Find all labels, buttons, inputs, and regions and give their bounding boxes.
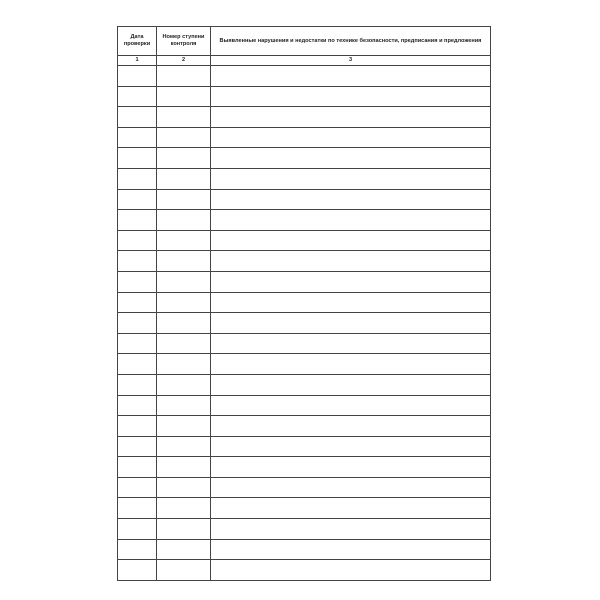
date-cell — [118, 519, 157, 540]
table-row — [118, 498, 491, 519]
control-level-cell — [157, 560, 211, 581]
control-level-cell — [157, 395, 211, 416]
control-level-cell — [157, 416, 211, 437]
date-cell — [118, 416, 157, 437]
control-level-cell — [157, 189, 211, 210]
control-level-cell — [157, 127, 211, 148]
date-cell — [118, 107, 157, 128]
column-number-2: 2 — [157, 56, 211, 66]
violations-cell — [211, 66, 491, 87]
header-row — [118, 27, 491, 56]
control-level-cell — [157, 313, 211, 334]
violations-cell — [211, 395, 491, 416]
column-header-control-level: Номер ступени контроля — [157, 27, 211, 56]
violations-cell — [211, 374, 491, 395]
date-cell — [118, 66, 157, 87]
control-level-cell — [157, 519, 211, 540]
table-row — [118, 560, 491, 581]
date-cell — [118, 457, 157, 478]
violations-cell — [211, 313, 491, 334]
violations-cell — [211, 519, 491, 540]
column-number-1: 1 — [118, 56, 157, 66]
table-row — [118, 313, 491, 334]
violations-cell — [211, 168, 491, 189]
table-row — [118, 416, 491, 437]
violations-cell — [211, 271, 491, 292]
violations-cell — [211, 416, 491, 437]
table-row — [118, 395, 491, 416]
table-row — [118, 66, 491, 87]
table-row — [118, 457, 491, 478]
violations-cell — [211, 86, 491, 107]
control-level-cell — [157, 251, 211, 272]
date-cell — [118, 354, 157, 375]
control-level-cell — [157, 230, 211, 251]
date-cell — [118, 333, 157, 354]
date-cell — [118, 313, 157, 334]
violations-cell — [211, 189, 491, 210]
table-row — [118, 519, 491, 540]
control-level-cell — [157, 271, 211, 292]
violations-cell — [211, 498, 491, 519]
violations-cell — [211, 251, 491, 272]
violations-cell — [211, 292, 491, 313]
date-cell — [118, 230, 157, 251]
column-header-date: Дата проверки — [118, 27, 157, 56]
date-cell — [118, 436, 157, 457]
control-level-cell — [157, 292, 211, 313]
violations-cell — [211, 127, 491, 148]
violations-cell — [211, 210, 491, 231]
violations-cell — [211, 436, 491, 457]
table-row — [118, 189, 491, 210]
table-row — [118, 354, 491, 375]
violations-cell — [211, 148, 491, 169]
violations-cell — [211, 333, 491, 354]
date-cell — [118, 189, 157, 210]
table-row — [118, 436, 491, 457]
table-row — [118, 168, 491, 189]
table-row — [118, 477, 491, 498]
date-cell — [118, 477, 157, 498]
column-header-violations: Выявленные нарушения и недостатки по технике безопасности, предписания и предложения — [211, 27, 491, 56]
table-row — [118, 539, 491, 560]
date-cell — [118, 374, 157, 395]
date-cell — [118, 168, 157, 189]
control-level-cell — [157, 436, 211, 457]
violations-cell — [211, 354, 491, 375]
control-level-cell — [157, 498, 211, 519]
violations-cell — [211, 457, 491, 478]
violations-cell — [211, 230, 491, 251]
date-cell — [118, 560, 157, 581]
table-row — [118, 271, 491, 292]
table-row — [118, 210, 491, 231]
date-cell — [118, 251, 157, 272]
date-cell — [118, 148, 157, 169]
control-level-cell — [157, 168, 211, 189]
control-level-cell — [157, 333, 211, 354]
control-level-cell — [157, 210, 211, 231]
date-cell — [118, 271, 157, 292]
table-row — [118, 292, 491, 313]
date-cell — [118, 498, 157, 519]
date-cell — [118, 86, 157, 107]
table-row — [118, 127, 491, 148]
column-number-3: 3 — [211, 56, 491, 66]
control-level-cell — [157, 107, 211, 128]
log-body — [118, 66, 491, 581]
column-number-row — [118, 56, 491, 66]
control-level-cell — [157, 86, 211, 107]
date-cell — [118, 210, 157, 231]
table-row — [118, 333, 491, 354]
date-cell — [118, 292, 157, 313]
control-level-cell — [157, 457, 211, 478]
control-level-cell — [157, 374, 211, 395]
violations-cell — [211, 477, 491, 498]
control-level-cell — [157, 66, 211, 87]
inspection-log-table — [117, 26, 491, 581]
table-row — [118, 148, 491, 169]
date-cell — [118, 127, 157, 148]
date-cell — [118, 395, 157, 416]
control-level-cell — [157, 539, 211, 560]
violations-cell — [211, 560, 491, 581]
table-row — [118, 251, 491, 272]
control-level-cell — [157, 354, 211, 375]
date-cell — [118, 539, 157, 560]
table-row — [118, 107, 491, 128]
violations-cell — [211, 539, 491, 560]
table-row — [118, 374, 491, 395]
table-row — [118, 230, 491, 251]
control-level-cell — [157, 148, 211, 169]
table-row — [118, 86, 491, 107]
violations-cell — [211, 107, 491, 128]
control-level-cell — [157, 477, 211, 498]
